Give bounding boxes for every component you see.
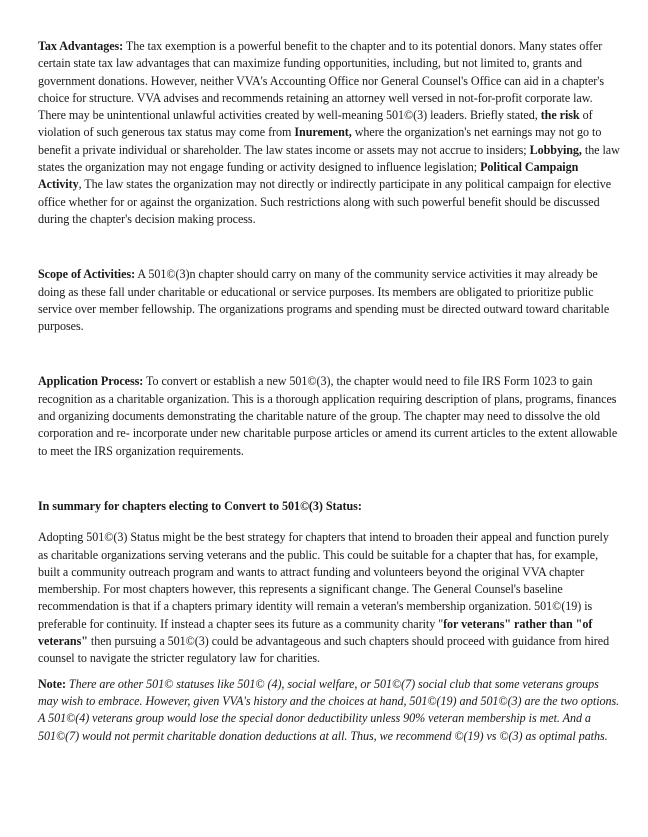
note-text: There are other 501© statuses like 501© (4), social welfare, or 501©(7) social club that some veterans groups may wish to embrace. However, given VVA's history and the choices at hand, 501©(19) and 501©(3) are the two options. A 501©(4) veterans group would lose the special donor deductibility unless 90% veteran membership is met. And a 501©(7) would not permit charitable donation deductions at all. Thus, we recommend ©(19) vs ©(3) as optimal paths. bbox=[38, 676, 620, 743]
tax-bold-risk: the risk bbox=[540, 108, 580, 123]
tax-text-1: The tax exemption is a powerful benefit to the chapter and to its potential donors. Many states offer certain state tax law advantages that can maximize funding opportunities, including, but not limited to, grants and government donations. However, neither VVA's Accounting Office nor General Counsel's Office can aid in a chapter's choice for structure. VVA advises and recommends retaining an attorney well versed in not-for-profit corporate law. There may be unintentional unlawful activities created by well-meaning 501©(3) leaders. Briefly stated, bbox=[38, 39, 605, 123]
tax-bold-lobbying: Lobbying, bbox=[529, 142, 582, 157]
scope-label: Scope of Activities: bbox=[38, 267, 136, 282]
summary-text-1: Adopting 501©(3) Status might be the best strategy for chapters that intend to broaden their appeal and function purely as charitable organizations serving veterans and the public. This could be suitable for a chapter that has, for example, built a community outreach program and wants to attract funding and volunteers beyond the original VVA chapter membership. For most chapters however, this represents a significant change. The General Counsel's baseline recommendation is that if a chapters primary identity will remain a veteran's membership organization. 501©(19) is preferable for continuity. If instead a chapter sees its future as a community charity " bbox=[38, 530, 609, 631]
tax-advantages-paragraph bbox=[38, 38, 620, 228]
note-label: Note: bbox=[38, 676, 66, 691]
summary-bold: for veterans" rather than "of veterans" bbox=[38, 616, 593, 649]
application-text: To convert or establish a new 501©(3), the chapter would need to file IRS Form 1023 to gain recognition as a charitable organization. This is a thorough application requiring description of plans, programs, finances and organizing documents demonstrating the charitable nature of the group. The chapter may need to dissolve the old corporation and re- incorporate under new charitable purpose articles or amend its current articles to the extent allowable to meet the IRS organization requirements. bbox=[38, 374, 618, 458]
summary-text-2: then pursuing a 501©(3) could be advantageous and such chapters should proceed with guidance from hired counsel to navigate the stricter regulatory law for charities. bbox=[38, 634, 610, 666]
tax-advantages-label: Tax Advantages: bbox=[38, 39, 124, 53]
application-label: Application Process: bbox=[38, 374, 144, 389]
document-page bbox=[38, 38, 620, 745]
application-paragraph bbox=[38, 373, 620, 459]
tax-text-3: where the organization's net earnings may not go to benefit a private individual or shareholder. The law states income or assets may not accrue to insiders; bbox=[38, 125, 602, 157]
note-paragraph bbox=[38, 676, 620, 745]
tax-text-4: the law states the organization may not engage funding or activity designed to influence legislation; bbox=[38, 142, 620, 175]
summary-heading: In summary for chapters electing to Convert to 501©(3) Status: bbox=[38, 498, 362, 513]
tax-text-5: , The law states the organization may not directly or indirectly participate in any political campaign for elective office whether for or against the organization. Such restrictions along with such powerful benefit should be discussed during the chapter's decision making process. bbox=[38, 177, 612, 226]
tax-text-2: of violation of such generous tax status may come from bbox=[38, 108, 593, 140]
scope-text: A 501©(3)n chapter should carry on many of the community service activities it may already be doing as these fall under charitable or educational or service purposes. Its members are obligated to prioritize public service over member fellowship. The organizations programs and spending must be directed outward toward charitable purposes. bbox=[38, 267, 610, 334]
scope-paragraph bbox=[38, 266, 620, 335]
summary-paragraph bbox=[38, 529, 620, 667]
tax-bold-inurement: Inurement, bbox=[294, 125, 352, 140]
tax-bold-political: Political Campaign Activity bbox=[38, 160, 579, 192]
